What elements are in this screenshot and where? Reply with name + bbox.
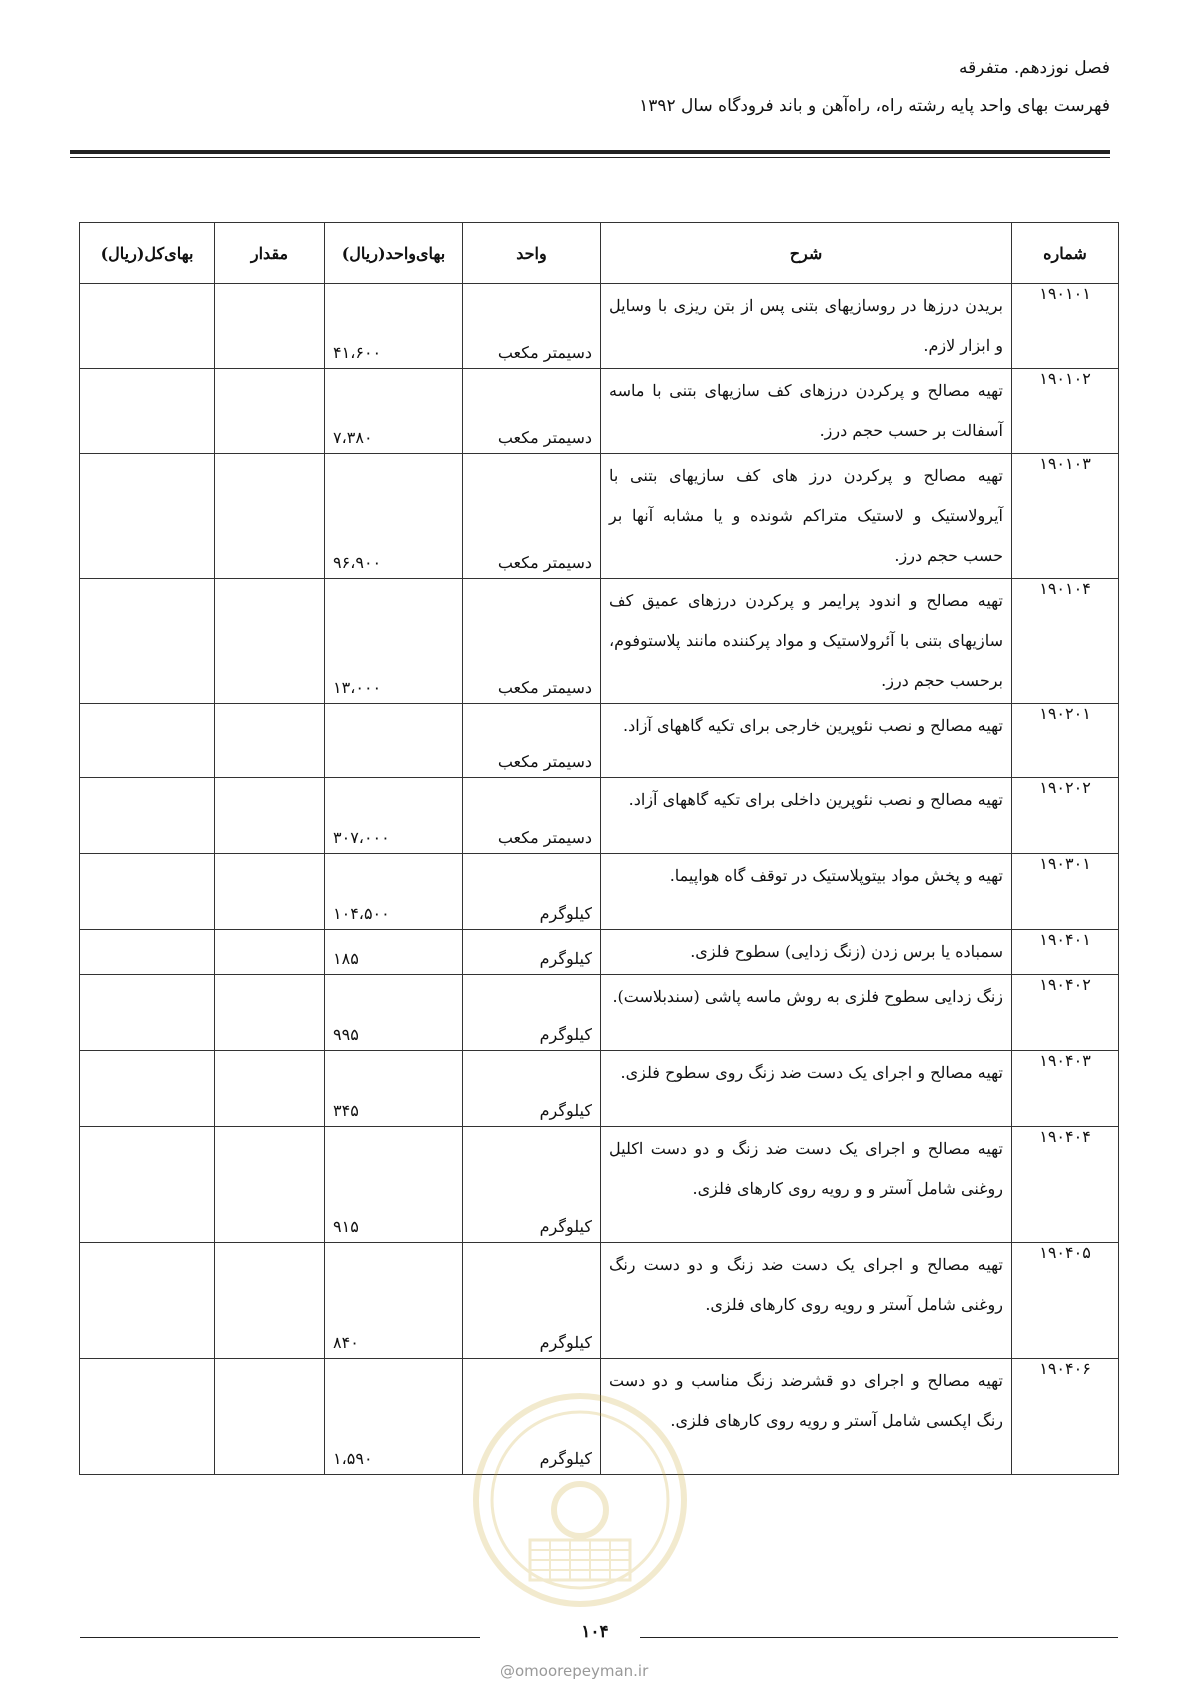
item-unit-price: ۴۱،۶۰۰ (325, 284, 463, 369)
item-total (80, 369, 215, 454)
item-total (80, 854, 215, 930)
item-unit: دسیمتر مکعب (463, 454, 601, 579)
item-quantity (215, 778, 325, 854)
item-description: تهیه مصالح و پرکردن درزهای کف سازیهای بتنی با ماسه آسفالت بر حسب حجم درز. (601, 369, 1012, 454)
item-code: ۱۹۰۱۰۲ (1012, 369, 1119, 454)
col-header-desc: شرح (601, 223, 1012, 284)
item-quantity (215, 1359, 325, 1475)
item-quantity (215, 579, 325, 704)
table-row (80, 1127, 1119, 1243)
item-description: تهیه مصالح و نصب نئوپرین خارجی برای تکیه گاههای آزاد. (601, 704, 1012, 778)
document-subtitle: فهرست بهای واحد پایه رشته راه، راه‌آهن و باند فرودگاه سال ۱۳۹۲ (639, 96, 1110, 116)
item-code: ۱۹۰۳۰۱ (1012, 854, 1119, 930)
table-row (80, 854, 1119, 930)
item-unit: دسیمتر مکعب (463, 369, 601, 454)
chapter-title: فصل نوزدهم. متفرقه (959, 58, 1110, 78)
item-description: تهیه و پخش مواد بیتوپلاستیک در توقف گاه هواپیما. (601, 854, 1012, 930)
item-quantity (215, 1051, 325, 1127)
footer-rule-left (80, 1637, 480, 1638)
item-unit-price: ۱۸۵ (325, 930, 463, 975)
item-unit-price: ۳۴۵ (325, 1051, 463, 1127)
item-unit: دسیمتر مکعب (463, 579, 601, 704)
table-row (80, 369, 1119, 454)
item-description: تهیه مصالح و اجرای یک دست ضد زنگ روی سطوح فلزی. (601, 1051, 1012, 1127)
table-row (80, 284, 1119, 369)
col-header-unit: واحد (463, 223, 601, 284)
item-quantity (215, 1127, 325, 1243)
item-description: تهیه مصالح و پرکردن درز های کف سازیهای بتنی با آیرولاستیک و لاستیک متراکم شونده و یا مشابه آنها بر حسب حجم درز. (601, 454, 1012, 579)
item-code: ۱۹۰۲۰۱ (1012, 704, 1119, 778)
item-code: ۱۹۰۴۰۲ (1012, 975, 1119, 1051)
item-unit-price: ۹۹۵ (325, 975, 463, 1051)
item-total (80, 930, 215, 975)
item-unit: کیلوگرم (463, 854, 601, 930)
item-unit-price: ۸۴۰ (325, 1243, 463, 1359)
item-total (80, 579, 215, 704)
page-number: ۱۰۴ (581, 1622, 609, 1642)
item-quantity (215, 854, 325, 930)
item-unit: دسیمتر مکعب (463, 704, 601, 778)
item-code: ۱۹۰۱۰۴ (1012, 579, 1119, 704)
table-row (80, 454, 1119, 579)
header-rule-thin (70, 157, 1110, 158)
item-quantity (215, 930, 325, 975)
item-description: بریدن درزها در روسازیهای بتنی پس از بتن ریزی با وسایل و ابزار لازم. (601, 284, 1012, 369)
item-total (80, 284, 215, 369)
item-quantity (215, 454, 325, 579)
item-code: ۱۹۰۴۰۵ (1012, 1243, 1119, 1359)
item-total (80, 778, 215, 854)
item-unit-price: ۱۳،۰۰۰ (325, 579, 463, 704)
website-watermark: @omoorepeyman.ir (500, 1662, 649, 1680)
item-unit-price: ۱،۵۹۰ (325, 1359, 463, 1475)
item-unit-price: ۹۱۵ (325, 1127, 463, 1243)
item-unit: کیلوگرم (463, 975, 601, 1051)
item-description: تهیه مصالح و اجرای یک دست ضد زنگ و دو دست رنگ روغنی شامل آستر و رویه روی کارهای فلزی. (601, 1243, 1012, 1359)
item-code: ۱۹۰۴۰۱ (1012, 930, 1119, 975)
item-code: ۱۹۰۱۰۱ (1012, 284, 1119, 369)
item-code: ۱۹۰۱۰۳ (1012, 454, 1119, 579)
table-row (80, 1051, 1119, 1127)
item-unit: دسیمتر مکعب (463, 284, 601, 369)
item-unit: کیلوگرم (463, 930, 601, 975)
item-total (80, 975, 215, 1051)
item-total (80, 1359, 215, 1475)
item-description: تهیه مصالح و نصب نئوپرین داخلی برای تکیه گاههای آزاد. (601, 778, 1012, 854)
item-description: تهیه مصالح و اجرای یک دست ضد زنگ و دو دست اکلیل روغنی شامل آستر و و رویه روی کارهای فلزی. (601, 1127, 1012, 1243)
item-total (80, 704, 215, 778)
seal-logo-icon (470, 1390, 690, 1610)
item-total (80, 1127, 215, 1243)
item-quantity (215, 704, 325, 778)
item-unit-price: ۷،۳۸۰ (325, 369, 463, 454)
header-rule-thick (70, 150, 1110, 154)
item-total (80, 1243, 215, 1359)
item-description: تهیه مصالح و اندود پرایمر و پرکردن درزهای عمیق کف سازیهای بتنی با آئرولاستیک و مواد پرکننده مانند پلاستوفوم، برحسب حجم درز. (601, 579, 1012, 704)
item-code: ۱۹۰۴۰۴ (1012, 1127, 1119, 1243)
item-unit-price: ۱۰۴،۵۰۰ (325, 854, 463, 930)
item-unit: کیلوگرم (463, 1051, 601, 1127)
item-unit-price: ۳۰۷،۰۰۰ (325, 778, 463, 854)
item-code: ۱۹۰۴۰۶ (1012, 1359, 1119, 1475)
table-row (80, 579, 1119, 704)
item-total (80, 454, 215, 579)
table-row (80, 1243, 1119, 1359)
item-unit-price (325, 704, 463, 778)
table-row (80, 930, 1119, 975)
col-header-total: بهای‌کل(ریال) (80, 223, 215, 284)
page-header (639, 55, 1110, 119)
item-description: تهیه مصالح و اجرای دو قشرضد زنگ مناسب و دو دست رنگ اپکسی شامل آستر و رویه روی کارهای فلزی. (601, 1359, 1012, 1475)
item-quantity (215, 975, 325, 1051)
item-code: ۱۹۰۲۰۲ (1012, 778, 1119, 854)
price-table (79, 222, 1119, 1475)
item-total (80, 1051, 215, 1127)
col-header-unit-price: بهای‌واحد(ریال) (325, 223, 463, 284)
item-quantity (215, 284, 325, 369)
col-header-code: شماره (1012, 223, 1119, 284)
table-row (80, 975, 1119, 1051)
item-description: سمباده یا برس زدن (زنگ زدایی) سطوح فلزی. (601, 930, 1012, 975)
table-header-row (80, 223, 1119, 284)
item-unit-price: ۹۶،۹۰۰ (325, 454, 463, 579)
item-quantity (215, 1243, 325, 1359)
item-unit: کیلوگرم (463, 1359, 601, 1475)
item-description: زنگ زدایی سطوح فلزی به روش ماسه پاشی (سندبلاست). (601, 975, 1012, 1051)
item-unit: کیلوگرم (463, 1243, 601, 1359)
col-header-quantity: مقدار (215, 223, 325, 284)
footer-rule-right (640, 1637, 1118, 1638)
item-unit: کیلوگرم (463, 1127, 601, 1243)
table-row (80, 778, 1119, 854)
item-unit: دسیمتر مکعب (463, 778, 601, 854)
table-row (80, 704, 1119, 778)
item-code: ۱۹۰۴۰۳ (1012, 1051, 1119, 1127)
item-quantity (215, 369, 325, 454)
